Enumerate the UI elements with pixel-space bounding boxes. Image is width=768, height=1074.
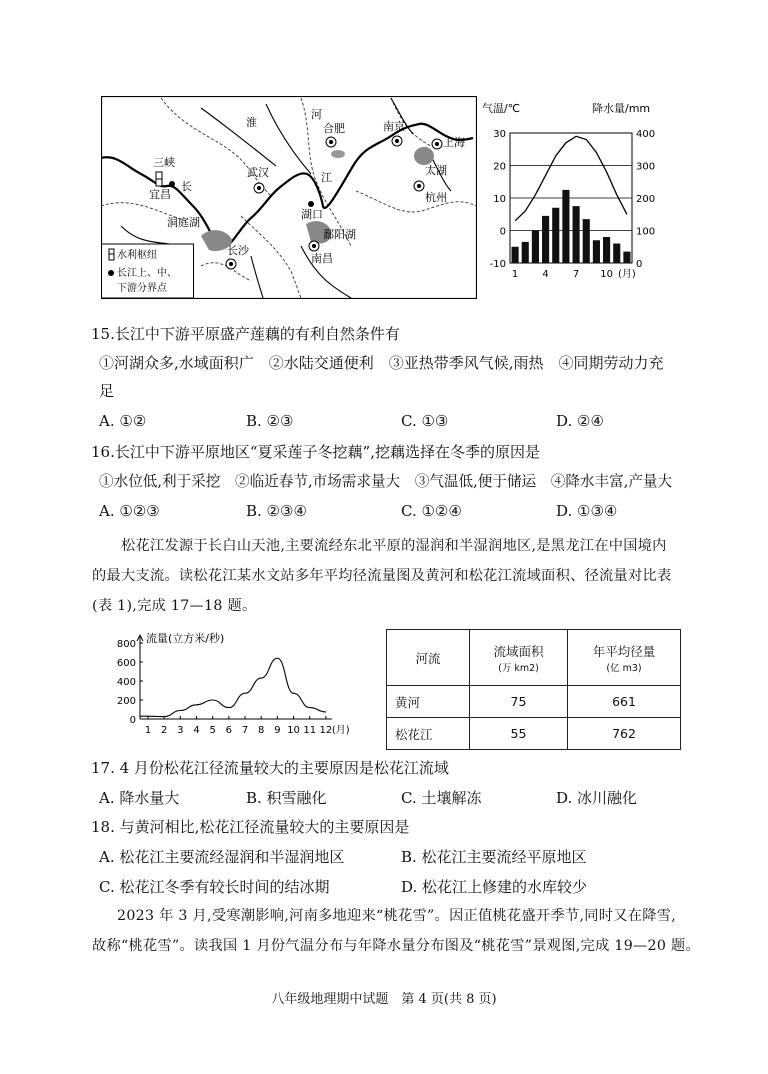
yangtze-map — [101, 96, 477, 299]
svg-text:太湖: 太湖 — [425, 164, 447, 177]
month-tick-label: 7 — [572, 269, 580, 280]
temp-axis-label: 气温/℃ — [482, 102, 521, 115]
y-tick-label: 800 — [116, 639, 136, 650]
x-tick-label: 7 — [241, 725, 249, 736]
q18-option-d[interactable]: D. 松花江上修建的水库较少 — [401, 878, 588, 896]
table-row: 黄河 75 661 — [387, 686, 681, 718]
svg-text:上海: 上海 — [443, 136, 465, 149]
q16-option-c[interactable]: C. ①②④ — [401, 502, 462, 520]
y-tick-label: 0 — [129, 715, 136, 726]
svg-text:南昌: 南昌 — [311, 252, 333, 265]
precip-bar — [573, 206, 580, 263]
precip-tick-label: 0 — [636, 259, 643, 270]
precip-tick-label: 100 — [636, 226, 656, 238]
x-tick-label: 9 — [274, 725, 281, 736]
y-tick-label: 200 — [116, 696, 136, 707]
precip-bar — [603, 237, 610, 263]
passage1-line2: 的最大支流。读松花江某水文站多年平均径流量图及黄河和松花江流域面积、径流量对比表 — [92, 568, 672, 584]
runoff-chart — [112, 628, 372, 744]
month-unit-label: (月) — [618, 269, 636, 280]
precip-bar — [613, 244, 620, 264]
passage2-line2: 故称“桃花雪”。读我国 1 月份气温分布与年降水量分布图及“桃花雪”景观图,完成 19—20 题。 — [92, 938, 700, 954]
chao-lake — [331, 150, 345, 158]
comparison-table — [386, 629, 681, 750]
precip-bar — [542, 216, 549, 263]
temp-tick-label: 20 — [493, 161, 506, 173]
x-tick-label: 10 — [287, 725, 300, 736]
question-15: 15.长江中下游平原盛产莲藕的有利自然条件有 — [91, 325, 400, 343]
passage2-line1: 2023 年 3 月,受寒潮影响,河南多地迎来“桃花雪”。因正值桃花盛开季节,同时又在降雪, — [117, 908, 677, 924]
svg-text:合肥: 合肥 — [323, 122, 345, 135]
temp-tick-label: -10 — [489, 259, 506, 270]
q18-option-a[interactable]: A. 松花江主要流经湿润和半湿润地区 — [99, 848, 345, 866]
climate-chart — [480, 98, 670, 298]
x-tick-label: 3 — [177, 725, 184, 736]
svg-text:水利枢纽: 水利枢纽 — [117, 250, 157, 261]
table-header-runoff: 年平均径量 (亿 m3) — [568, 630, 681, 686]
q17-option-d[interactable]: D. 冰川融化 — [556, 789, 638, 807]
question-17: 17. 4 月份松花江径流量较大的主要原因是松花江流域 — [91, 759, 449, 777]
precip-bar — [623, 252, 630, 263]
svg-text:江: 江 — [321, 171, 332, 184]
svg-text:南京: 南京 — [383, 120, 405, 133]
y-tick-label: 400 — [116, 677, 136, 688]
tai-lake — [414, 147, 434, 165]
month-tick-label: 4 — [542, 269, 549, 280]
table-header-river: 河流 — [387, 630, 470, 686]
precip-bar — [562, 190, 569, 263]
svg-text:鄱阳湖: 鄱阳湖 — [323, 228, 356, 241]
question-16: 16.长江中下游平原地区“夏采莲子冬挖藕”,挖藕选择在冬季的原因是 — [91, 443, 540, 461]
q17-option-b[interactable]: B. 积雪融化 — [246, 789, 327, 807]
x-tick-label: 6 — [225, 725, 233, 736]
q17-option-c[interactable]: C. 土壤解冻 — [401, 789, 482, 807]
map-legend — [102, 244, 194, 298]
x-tick-label: 2 — [160, 725, 168, 736]
q16-option-d[interactable]: D. ①③④ — [556, 502, 618, 520]
question-18: 18. 与黄河相比,松花江径流量较大的主要原因是 — [91, 818, 410, 836]
svg-text:长江上、中、: 长江上、中、 — [117, 268, 177, 279]
precip-bar — [552, 208, 559, 263]
svg-text:淮: 淮 — [246, 116, 257, 129]
temperature-line — [515, 136, 627, 221]
q18-option-c[interactable]: C. 松花江冬季有较长时间的结冰期 — [99, 878, 330, 896]
svg-text:湖口: 湖口 — [301, 208, 323, 221]
svg-text:武汉: 武汉 — [247, 166, 269, 179]
table-header-area: 流域面积 (万 km2) — [470, 630, 568, 686]
q18-option-b[interactable]: B. 松花江主要流经平原地区 — [401, 848, 587, 866]
svg-text:洞庭湖: 洞庭湖 — [167, 216, 200, 229]
q16-statements: ①水位低,利于采挖 ②临近春节,市场需求量大 ③气温低,便于储运 ④降水丰富,产量大 — [99, 473, 673, 490]
temp-tick-label: 30 — [493, 129, 506, 140]
month-tick-label: 10 — [600, 269, 613, 280]
x-unit-label: (月) — [331, 725, 350, 736]
svg-text:宜昌: 宜昌 — [149, 188, 171, 201]
q16-option-a[interactable]: A. ①②③ — [99, 502, 160, 520]
q17-option-a[interactable]: A. 降水量大 — [99, 789, 180, 807]
svg-text:长: 长 — [181, 180, 192, 193]
x-tick-label: 1 — [144, 725, 152, 736]
runoff-line — [140, 658, 326, 716]
svg-text:长沙: 长沙 — [227, 244, 249, 257]
precip-bar — [532, 231, 539, 264]
precip-bar — [512, 247, 519, 263]
flow-chart-title: 流量(立方米/秒) — [146, 632, 225, 645]
x-tick-label: 11 — [303, 725, 317, 736]
precip-bar — [583, 219, 590, 263]
temp-tick-label: 10 — [493, 194, 506, 205]
q15-option-b[interactable]: B. ②③ — [246, 412, 294, 430]
precip-bar — [522, 242, 529, 263]
page-footer: 八年级地理期中试题 第 4 页(共 8 页) — [271, 992, 497, 1007]
svg-text:河: 河 — [311, 108, 322, 121]
precip-tick-label: 200 — [636, 194, 656, 205]
q15-option-c[interactable]: C. ①③ — [401, 412, 449, 430]
precip-axis-label: 降水量/mm — [592, 102, 651, 115]
svg-text:三峡: 三峡 — [153, 156, 175, 169]
y-tick-label: 600 — [116, 658, 136, 669]
precip-tick-label: 300 — [636, 161, 656, 173]
precip-tick-label: 400 — [636, 129, 656, 140]
precip-bar — [593, 240, 600, 263]
temp-tick-label: 0 — [499, 226, 506, 238]
month-tick-label: 1 — [511, 269, 519, 280]
q15-option-d[interactable]: D. ②④ — [556, 412, 604, 430]
x-tick-label: 12 — [319, 725, 333, 736]
q15-option-a[interactable]: A. ①② — [99, 412, 147, 430]
passage1-line3: (表 1),完成 17—18 题。 — [92, 598, 257, 614]
q15-statements-line2: 足 — [99, 382, 115, 400]
x-tick-label: 5 — [209, 725, 216, 736]
passage1-line1: 松花江发源于长白山天池,主要流经东北平原的湿润和半湿润地区,是黑龙江在中国境内 — [121, 538, 667, 554]
q16-option-b[interactable]: B. ②③④ — [246, 502, 307, 520]
x-tick-label: 8 — [258, 725, 265, 736]
q15-statements-line1: ①河湖众多,水域面积广 ②水陆交通便利 ③亚热带季风气候,雨热 ④同期劳动力充 — [99, 354, 664, 372]
svg-text:杭州: 杭州 — [425, 191, 447, 204]
table-row: 松花江 55 762 — [387, 718, 681, 750]
svg-text:下游分界点: 下游分界点 — [117, 283, 167, 294]
x-tick-label: 4 — [193, 725, 200, 736]
